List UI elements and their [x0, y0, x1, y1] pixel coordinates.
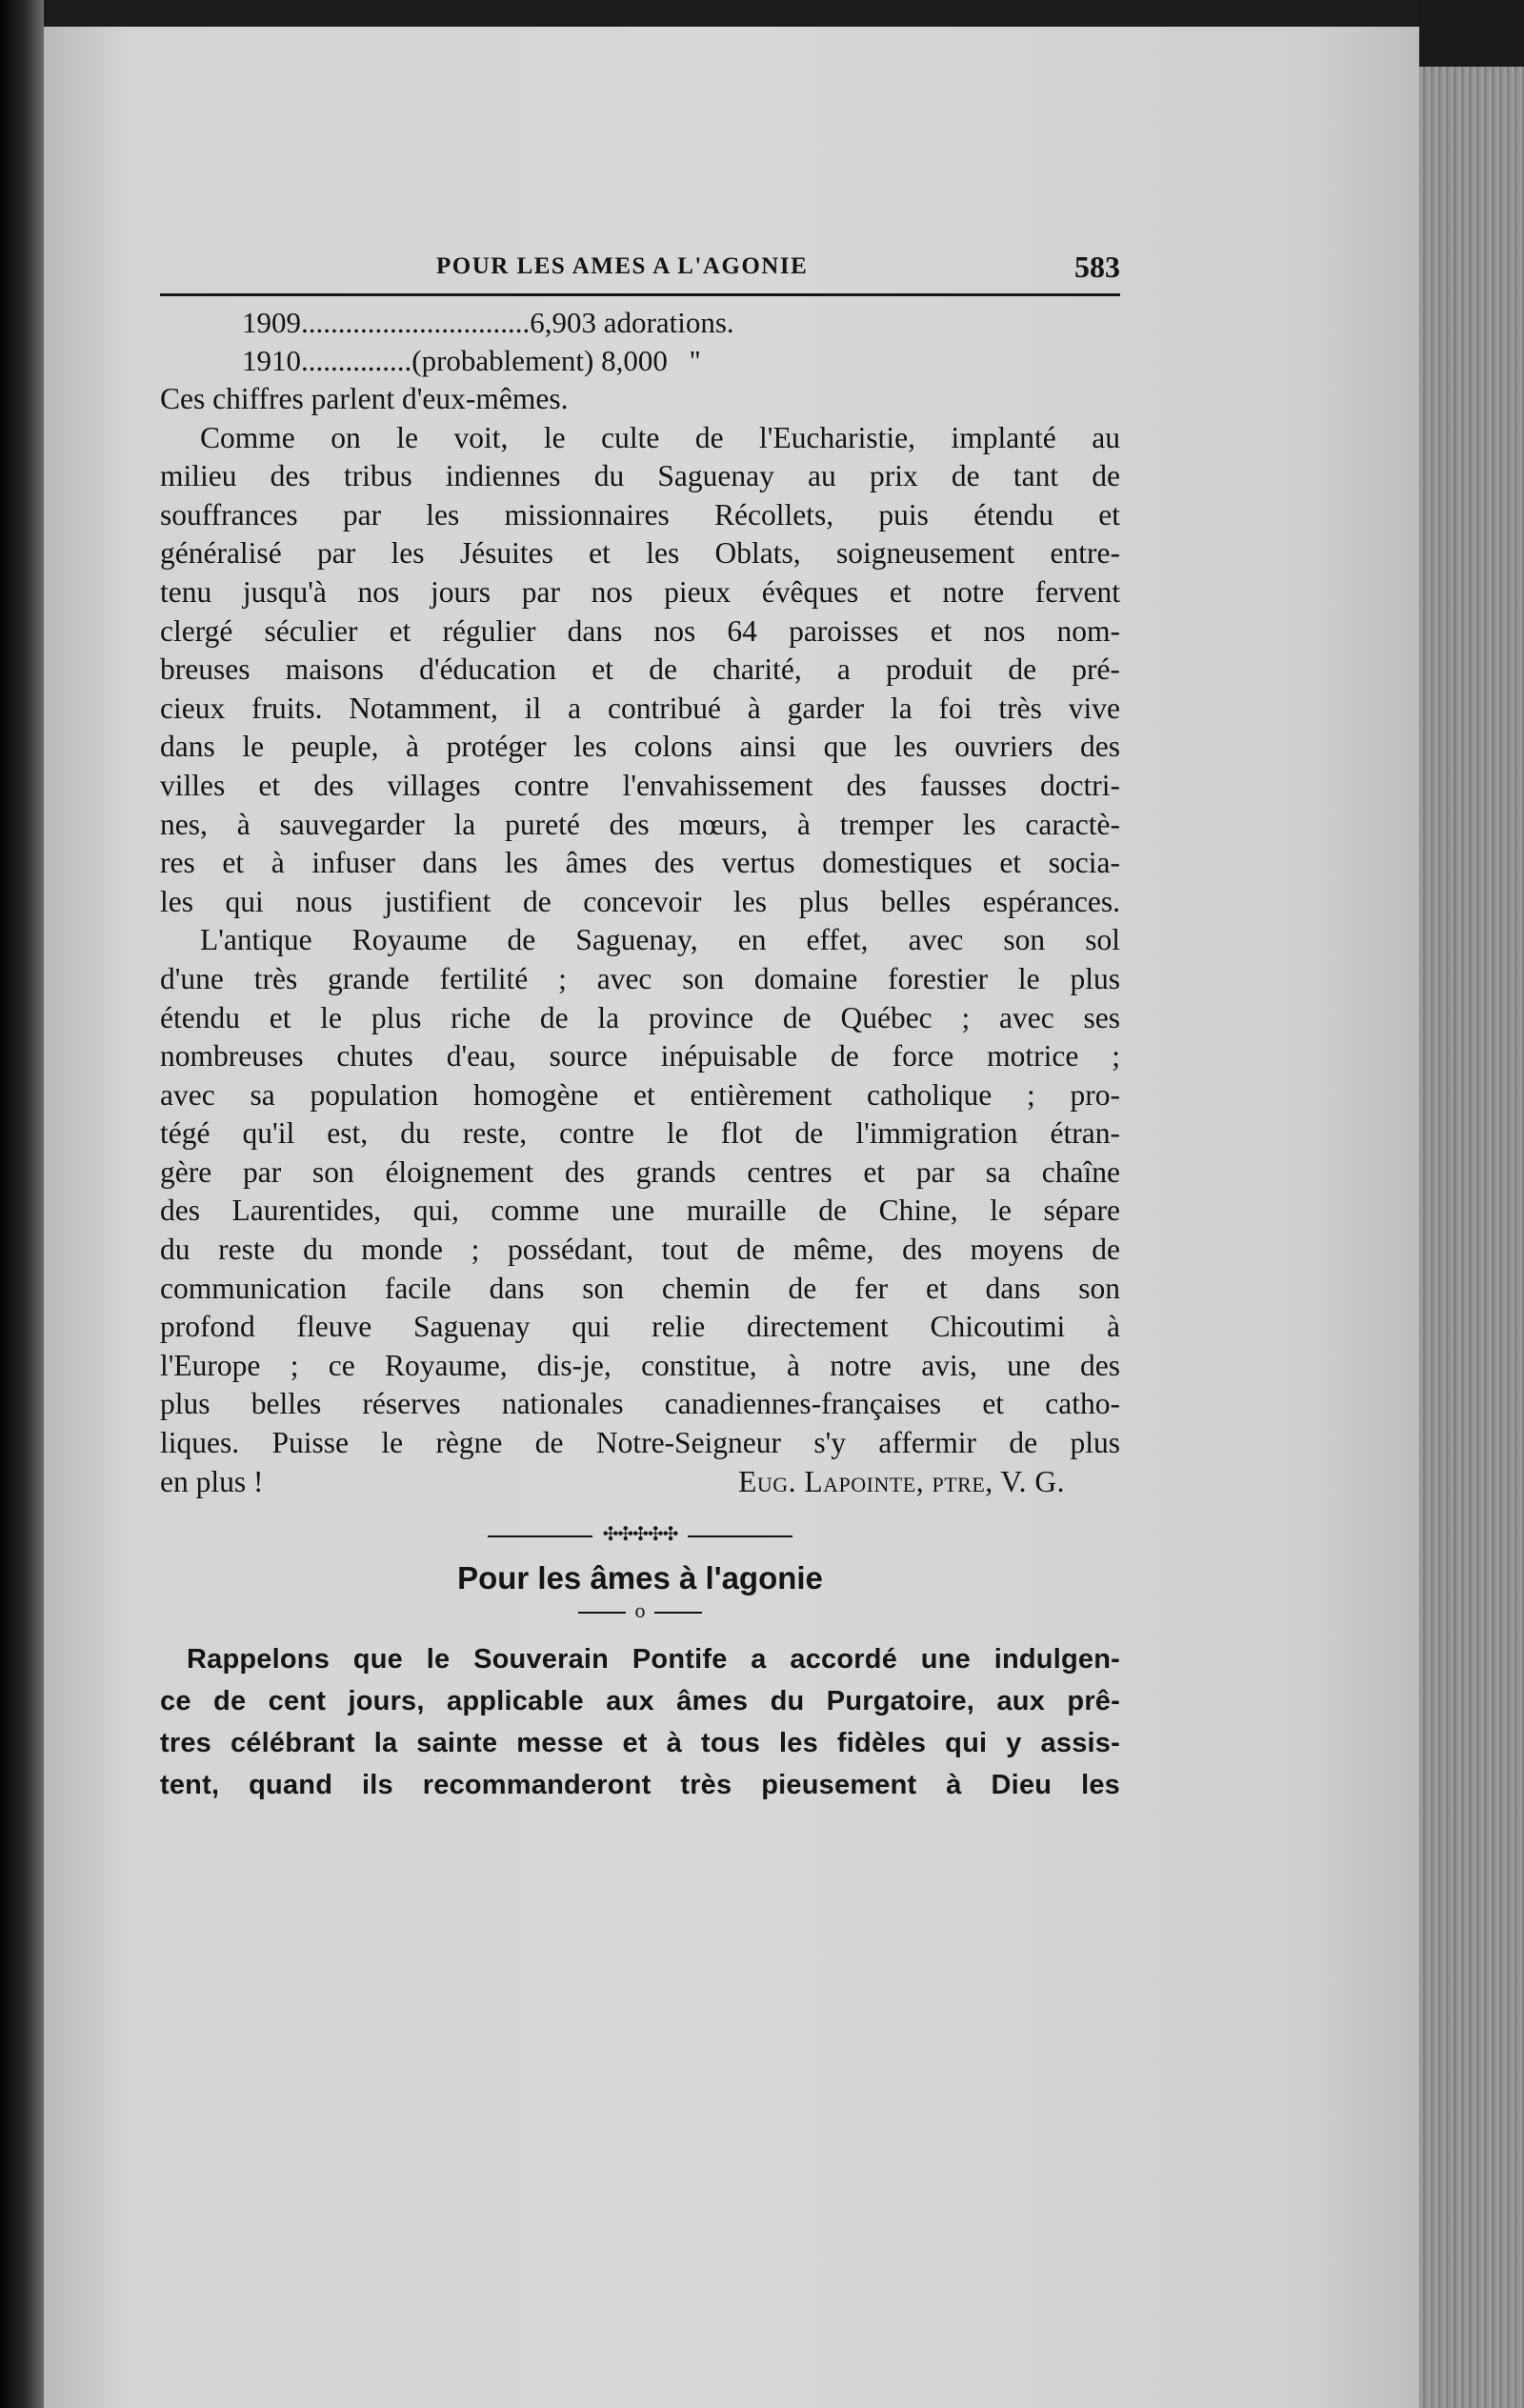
text-line: res et à infuser dans les âmes des vertus domestiques et socia-: [160, 846, 1120, 880]
text-line: Comme on le voit, le culte de l'Eucharistie, implanté au: [200, 420, 1120, 454]
running-title: POUR LES AMES A L'AGONIE: [436, 253, 809, 279]
page-stack-top-shadow: [1419, 0, 1524, 67]
section-divider: [488, 1524, 792, 1546]
stat-value: 6,903 adorations.: [530, 306, 734, 339]
text-line: d'une très grande fertilité ; avec son domaine forestier le plus: [160, 961, 1120, 995]
stat-leader: ...............: [301, 344, 412, 377]
text-line: des Laurentides, qui, comme une muraille de Chine, le sépare: [160, 1194, 1120, 1228]
text-line: tent, quand ils recommanderont très pieusement à Dieu les: [160, 1770, 1120, 1801]
text-line: liques. Puisse le règne de Notre-Seigneur s'y affermir de plus: [160, 1426, 1120, 1460]
page-stack-edge: [1419, 67, 1524, 2408]
text-line: plus belles réserves nationales canadiennes-françaises et catho-: [160, 1387, 1120, 1421]
header-rule: [160, 293, 1120, 296]
signature-row: [160, 1463, 1120, 1502]
text-line: clergé séculier et régulier dans nos 64 paroisses et nos nom-: [160, 613, 1120, 648]
book-gutter-shadow: [0, 0, 44, 2408]
text-line: l'Europe ; ce Royaume, dis-je, constitue, à notre avis, une des: [160, 1348, 1120, 1382]
stat-row: [160, 304, 1120, 342]
text-line: profond fleuve Saguenay qui relie directement Chicoutimi à: [160, 1310, 1120, 1344]
text-line: étendu et le plus riche de la province de Québec ; avec ses: [160, 1000, 1120, 1034]
text-line: breuses maisons d'éducation et de charité, a produit de pré-: [160, 652, 1120, 687]
text-line: nes, à sauvegarder la pureté des mœurs, à tremper les caractè-: [160, 807, 1120, 841]
text-line: généralisé par les Jésuites et les Oblats, soigneusement entre-: [160, 536, 1120, 571]
paragraph-indulgence: [160, 1638, 1120, 1806]
text-line: du reste du monde ; possédant, tout de même, des moyens de: [160, 1233, 1120, 1267]
text-line: ce de cent jours, applicable aux âmes du Purgatoire, aux prê-: [160, 1686, 1120, 1717]
stat-leader: ...............................: [301, 306, 531, 339]
page-content: [160, 250, 1120, 1806]
divider-rule: [688, 1535, 792, 1537]
separator-rule: [654, 1612, 702, 1614]
text-line: avec sa population homogène et entièrement catholique ; pro-: [160, 1077, 1120, 1112]
paragraph-saguenay: [160, 921, 1120, 1462]
text-line: en plus !: [160, 1464, 264, 1498]
section-heading: Pour les âmes à l'agonie: [457, 1560, 823, 1596]
text-line: Ces chiffres parlent d'eux-mêmes.: [160, 382, 569, 415]
page-number: 583: [1074, 250, 1120, 284]
stat-row: [160, 342, 1120, 380]
author-signature: Eug. Lapointe, ptre, V. G.: [738, 1464, 1065, 1498]
running-header: [160, 250, 1120, 288]
paragraph-figures: [160, 380, 1120, 419]
text-line: tres célébrant la sainte messe et à tous les fidèles qui y assis-: [160, 1728, 1120, 1759]
text-line: nombreuses chutes d'eau, source inépuisable de force motrice ;: [160, 1039, 1120, 1074]
text-line: cieux fruits. Notamment, il a contribué à garder la foi très vive: [160, 691, 1120, 725]
text-line: les qui nous justifient de concevoir les plus belles espérances.: [160, 884, 1120, 918]
paragraph-eucharist: [160, 419, 1120, 922]
text-line: souffrances par les missionnaires Récollets, puis étendu et: [160, 497, 1120, 532]
separator-circle-icon: o: [634, 1598, 646, 1623]
stat-year: 1910: [242, 344, 301, 377]
stat-value: (probablement) 8,000 '': [411, 344, 701, 377]
text-line: Rappelons que le Souverain Pontife a accordé une indulgen-: [187, 1644, 1120, 1676]
separator-rule: [578, 1612, 626, 1614]
heading-separator: [578, 1600, 702, 1623]
stat-year: 1909: [242, 306, 301, 339]
ornament-icon: ✣✣✣✣✣: [602, 1524, 678, 1546]
text-line: gère par son éloignement des grands centres et par sa chaîne: [160, 1154, 1120, 1189]
text-line: L'antique Royaume de Saguenay, en effet, avec son sol: [200, 923, 1120, 957]
text-line: villes et des villages contre l'envahissement des fausses doctri-: [160, 768, 1120, 802]
text-line: milieu des tribus indiennes du Saguenay au prix de tant de: [160, 459, 1120, 493]
text-line: tégé qu'il est, du reste, contre le flot de l'immigration étran-: [160, 1116, 1120, 1151]
text-line: communication facile dans son chemin de fer et dans son: [160, 1271, 1120, 1305]
stats-table: [160, 304, 1120, 380]
text-line: tenu jusqu'à nos jours par nos pieux évêques et notre fervent: [160, 574, 1120, 609]
divider-rule: [488, 1535, 592, 1537]
text-line: dans le peuple, à protéger les colons ainsi que les ouvriers des: [160, 730, 1120, 764]
